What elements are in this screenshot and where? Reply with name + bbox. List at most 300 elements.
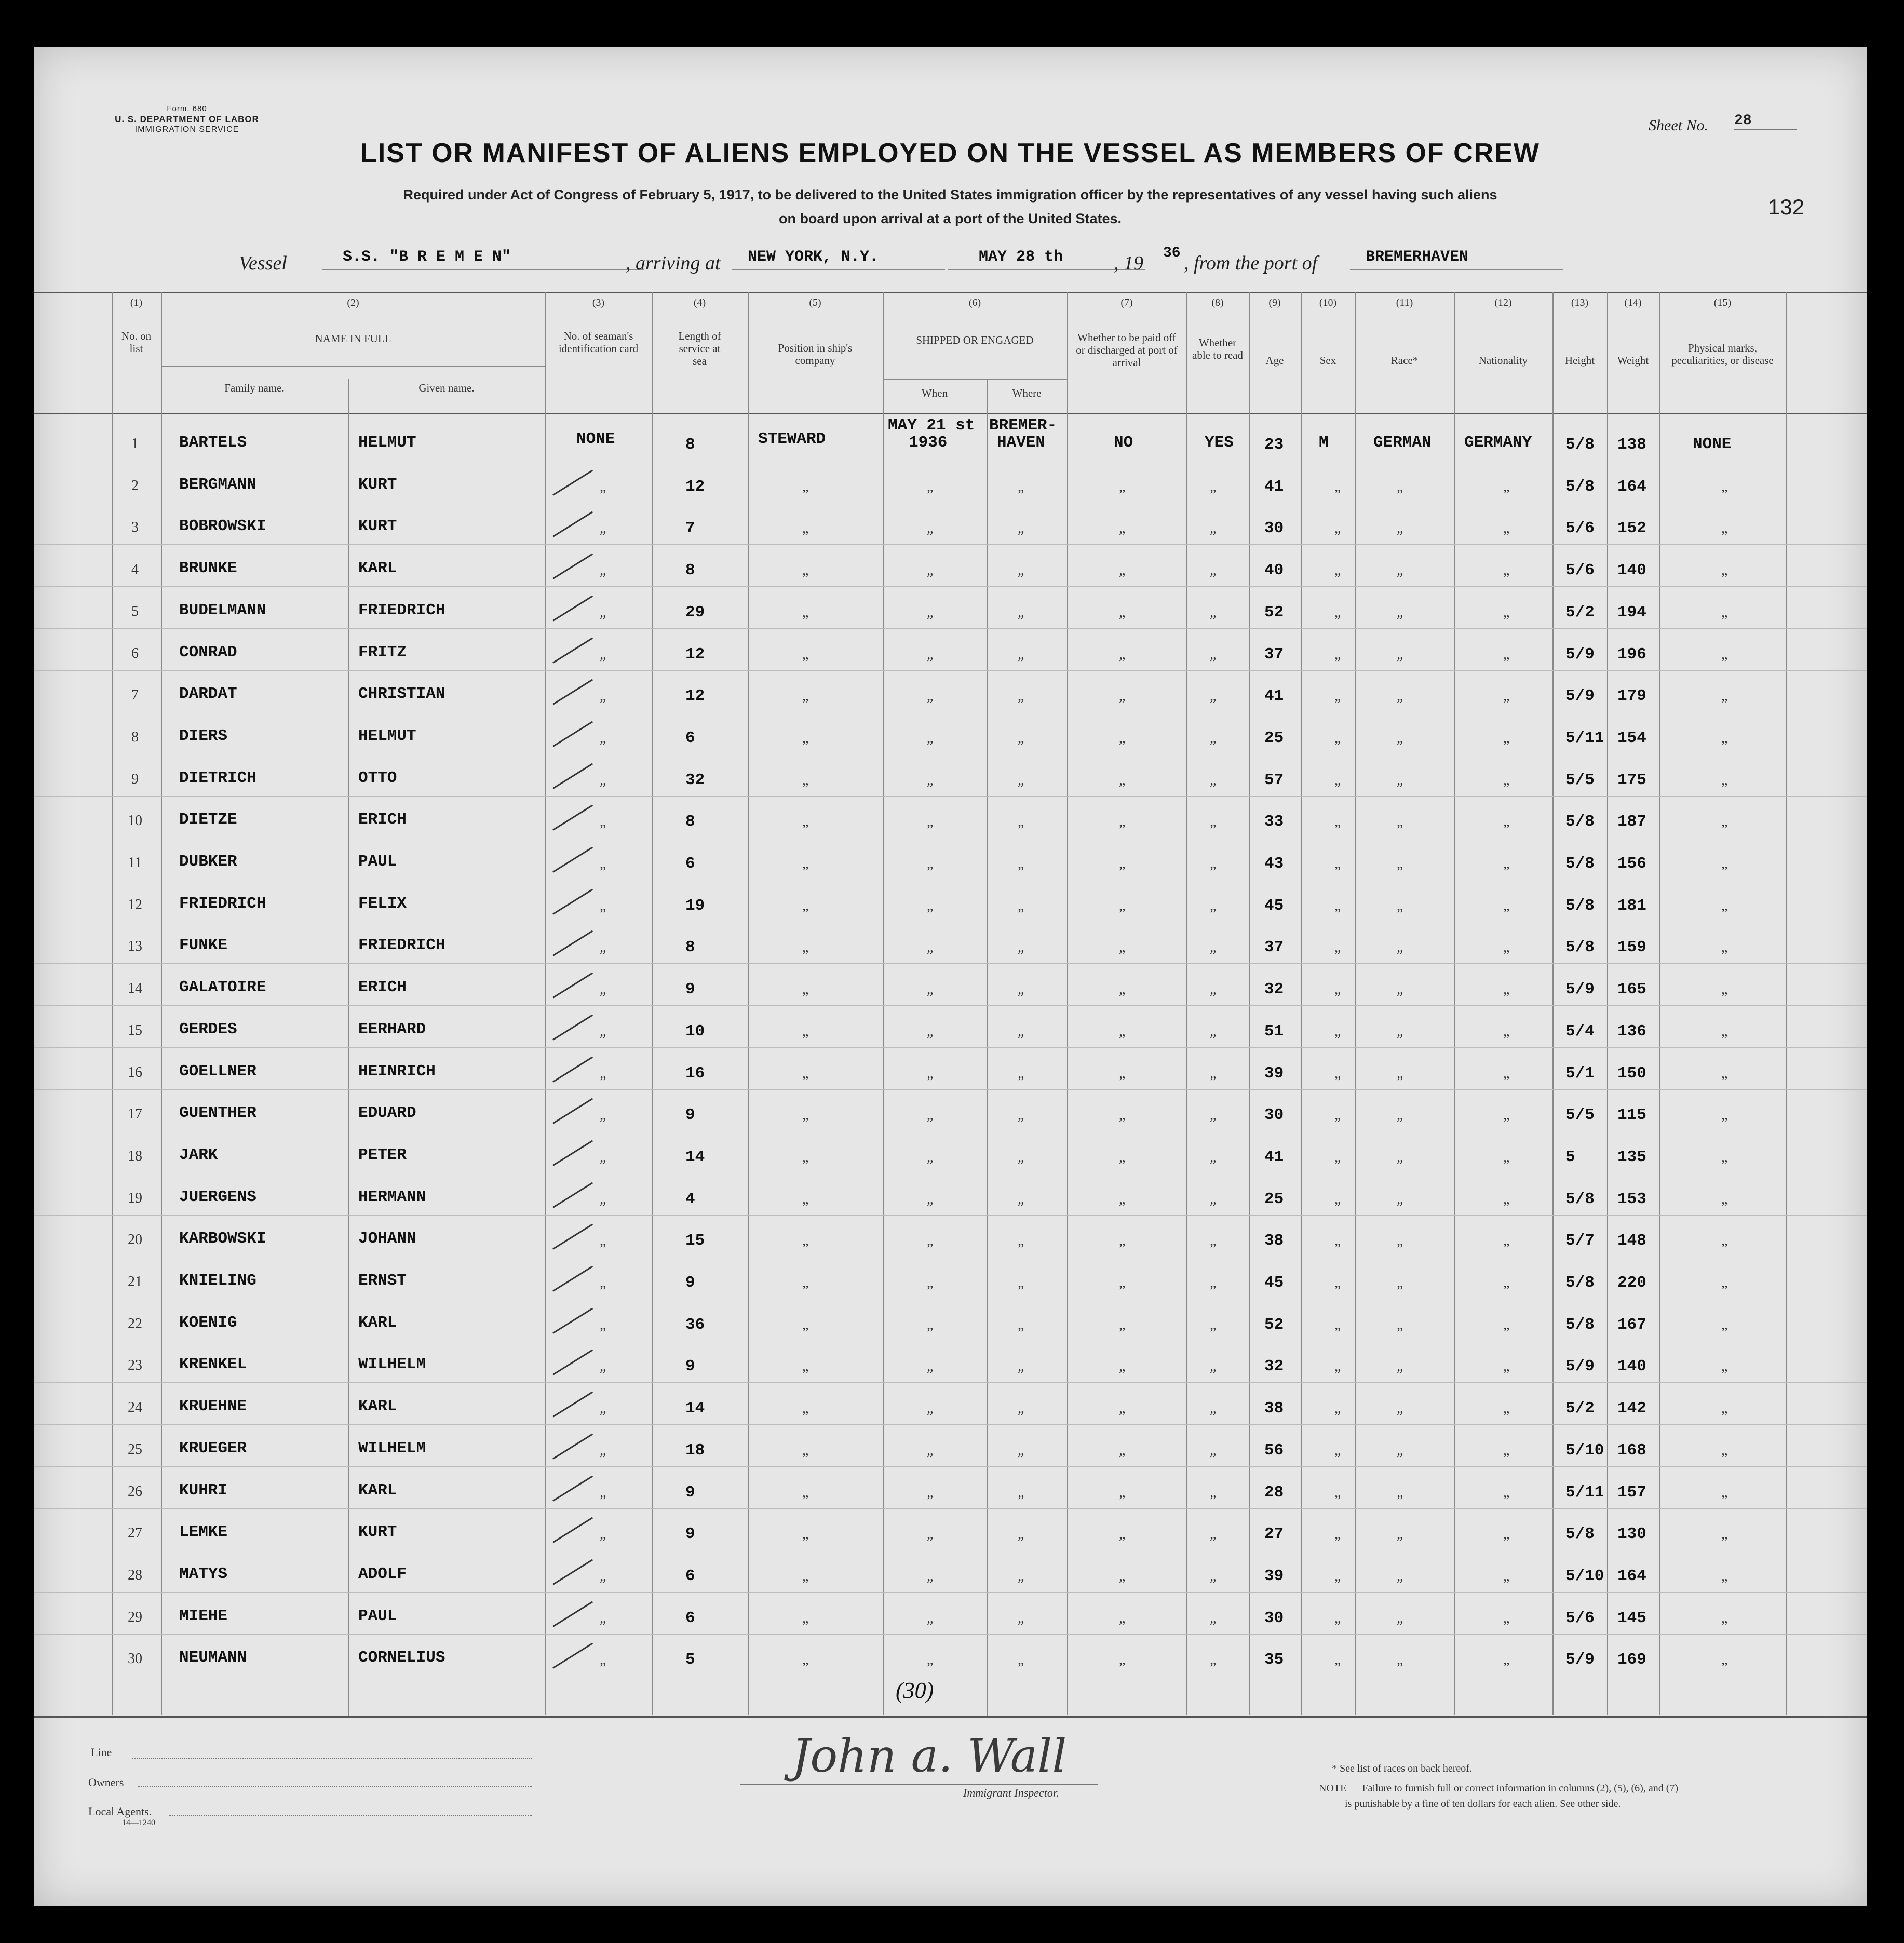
- ditto-mark: „: [1721, 1568, 1728, 1584]
- subtitle-line-1: Required under Act of Congress of February 5, 1917, to be delivered to the United States immigration officer by the representatives of any vessel having such aliens: [403, 187, 1497, 203]
- weight: 175: [1617, 771, 1646, 789]
- ditto-mark: „: [1119, 646, 1126, 663]
- ditto-mark: „: [1397, 856, 1403, 872]
- weight: 164: [1617, 478, 1646, 496]
- ditto-mark: „: [1210, 1107, 1217, 1123]
- ditto-mark: „: [1397, 1065, 1403, 1082]
- card-slash-mark: [552, 1643, 593, 1669]
- ditto-mark: „: [1210, 898, 1217, 914]
- card-slash-mark: [552, 805, 593, 831]
- ditto-mark: „: [1018, 1485, 1024, 1501]
- weight: 115: [1617, 1106, 1646, 1124]
- ditto-mark: „: [1503, 1400, 1510, 1416]
- family-name: DARDAT: [179, 685, 237, 703]
- ditto-mark: „: [802, 1358, 809, 1374]
- ditto-mark: „: [1721, 562, 1728, 578]
- height: 5/5: [1565, 771, 1595, 789]
- ditto-mark: „: [927, 520, 934, 536]
- height: 5/8: [1565, 478, 1595, 496]
- ditto-mark: „: [1721, 1317, 1728, 1333]
- service-years: 6: [685, 1567, 695, 1585]
- ditto-mark: „: [1503, 1149, 1510, 1165]
- ditto-mark: „: [600, 1400, 606, 1416]
- ditto-mark: „: [1334, 1652, 1341, 1668]
- service-years: 29: [685, 603, 705, 622]
- weight: 169: [1617, 1651, 1646, 1669]
- given-name: HELMUT: [358, 434, 416, 452]
- row-number: 5: [131, 603, 139, 619]
- service-years: 10: [685, 1022, 705, 1041]
- family-name: GALATOIRE: [179, 978, 266, 996]
- given-name: KURT: [358, 517, 397, 535]
- weight: 135: [1617, 1148, 1646, 1166]
- ditto-mark: „: [600, 1610, 606, 1626]
- col-5-header: Position in ship's company: [778, 342, 853, 367]
- height: 5/9: [1565, 980, 1595, 999]
- card-slash-mark: [552, 1182, 593, 1208]
- row-number: 26: [128, 1483, 142, 1500]
- ditto-mark: „: [802, 1610, 809, 1626]
- ditto-mark: „: [600, 1023, 606, 1040]
- family-name: DIETZE: [179, 811, 237, 829]
- row-number: 24: [128, 1399, 142, 1415]
- agents-field: [169, 1815, 532, 1816]
- row-number: 15: [128, 1022, 142, 1038]
- col-12-number: (12): [1494, 297, 1512, 308]
- ditto-mark: „: [927, 646, 934, 663]
- line-label: Line: [91, 1746, 112, 1759]
- row-number: 13: [128, 938, 142, 954]
- ditto-mark: „: [802, 1149, 809, 1165]
- family-name: KARBOWSKI: [179, 1230, 266, 1248]
- family-name: KRUEHNE: [179, 1397, 247, 1415]
- row-number: 22: [128, 1316, 142, 1332]
- ditto-mark: „: [1397, 1400, 1403, 1416]
- height: 5/11: [1565, 729, 1604, 747]
- departure-port: BREMERHAVEN: [1350, 248, 1563, 270]
- ditto-mark: „: [1018, 1442, 1024, 1459]
- table-bottom-rule: [34, 1716, 1867, 1718]
- ditto-mark: „: [1334, 1275, 1341, 1291]
- ditto-mark: „: [1503, 1568, 1510, 1584]
- row-rule: [34, 1215, 1867, 1216]
- ditto-mark: „: [1018, 730, 1024, 746]
- ditto-mark: „: [1503, 898, 1510, 914]
- ditto-mark: „: [927, 730, 934, 746]
- given-name: WILHELM: [358, 1439, 426, 1458]
- ditto-mark: „: [1503, 772, 1510, 788]
- ditto-mark: „: [1334, 1317, 1341, 1333]
- ditto-mark: „: [1397, 1610, 1403, 1626]
- ditto-mark: „: [1397, 898, 1403, 914]
- paid-off-value: NO: [1114, 434, 1133, 452]
- service-years: 36: [685, 1316, 705, 1334]
- ditto-mark: „: [1503, 981, 1510, 997]
- ditto-mark: „: [600, 1526, 606, 1542]
- line-field: [132, 1758, 532, 1759]
- given-name: HELMUT: [358, 727, 416, 745]
- ditto-mark: „: [927, 1107, 934, 1123]
- ditto-mark: „: [1018, 1023, 1024, 1040]
- ditto-mark: „: [927, 856, 934, 872]
- table-top-rule: [34, 292, 1867, 293]
- row-number: 16: [128, 1064, 142, 1081]
- col-15-header: Physical marks, peculiarities, or disease: [1671, 342, 1774, 367]
- row-rule: [34, 796, 1867, 797]
- card-slash-mark: [552, 1476, 593, 1502]
- ditto-mark: „: [1397, 1442, 1403, 1459]
- column-divider: [1249, 292, 1250, 1715]
- card-slash-mark: [552, 1517, 593, 1543]
- ditto-mark: „: [1721, 520, 1728, 536]
- ditto-mark: „: [1721, 1023, 1728, 1040]
- races-note: * See list of races on back hereof.: [1332, 1763, 1472, 1774]
- row-number: 19: [128, 1190, 142, 1206]
- ditto-mark: „: [1119, 1485, 1126, 1501]
- weight: 187: [1617, 813, 1646, 831]
- column-divider: [545, 292, 546, 1715]
- ditto-mark: „: [1018, 1191, 1024, 1207]
- ditto-mark: „: [1397, 1023, 1403, 1040]
- nationality-value: GERMANY: [1464, 434, 1532, 452]
- age: 30: [1264, 1609, 1284, 1627]
- ditto-mark: „: [802, 604, 809, 620]
- row-number: 23: [128, 1357, 142, 1373]
- ditto-mark: „: [1334, 1191, 1341, 1207]
- given-name: ADOLF: [358, 1565, 407, 1583]
- ditto-mark: „: [927, 1652, 934, 1668]
- row-rule: [34, 963, 1867, 964]
- ditto-mark: „: [1018, 1610, 1024, 1626]
- ditto-mark: „: [1210, 562, 1217, 578]
- card-slash-mark: [552, 1266, 593, 1292]
- ditto-mark: „: [1503, 520, 1510, 536]
- ditto-mark: „: [1119, 1568, 1126, 1584]
- family-name: DIERS: [179, 727, 228, 745]
- shipped-subheader-rule: [883, 379, 1067, 380]
- ditto-mark: „: [1119, 981, 1126, 997]
- ditto-mark: „: [600, 562, 606, 578]
- given-name: KURT: [358, 476, 397, 494]
- ditto-mark: „: [1721, 730, 1728, 746]
- row-rule: [34, 1466, 1867, 1467]
- family-name: KOENIG: [179, 1314, 237, 1332]
- weight: 194: [1617, 603, 1646, 622]
- ditto-mark: „: [600, 1191, 606, 1207]
- ditto-mark: „: [927, 1149, 934, 1165]
- age: 32: [1264, 980, 1284, 999]
- ditto-mark: „: [1119, 1526, 1126, 1542]
- ditto-mark: „: [802, 1275, 809, 1291]
- age: 38: [1264, 1399, 1284, 1418]
- ditto-mark: „: [927, 562, 934, 578]
- ditto-mark: „: [1397, 772, 1403, 788]
- row-number: 30: [128, 1651, 142, 1667]
- family-name: GERDES: [179, 1020, 237, 1038]
- service-years: 8: [685, 561, 695, 579]
- age: 23: [1264, 436, 1284, 454]
- ditto-mark: „: [1018, 646, 1024, 663]
- ditto-mark: „: [927, 1568, 934, 1584]
- row-rule: [34, 1089, 1867, 1090]
- ditto-mark: „: [1018, 1065, 1024, 1082]
- col-1-number: (1): [130, 297, 143, 308]
- penalty-note-line1: NOTE — Failure to furnish full or correct information in columns (2), (5), (6), and (7): [1319, 1783, 1679, 1794]
- ditto-mark: „: [927, 1191, 934, 1207]
- ditto-mark: „: [1119, 1023, 1126, 1040]
- given-name: ERNST: [358, 1272, 407, 1290]
- ditto-mark: „: [600, 1568, 606, 1584]
- height: 5/8: [1565, 1190, 1595, 1208]
- row-rule: [34, 1005, 1867, 1006]
- given-name: EDUARD: [358, 1104, 416, 1122]
- ditto-mark: „: [1503, 479, 1510, 495]
- given-name: FRIEDRICH: [358, 936, 445, 954]
- ditto-mark: „: [1210, 520, 1217, 536]
- card-slash-mark: [552, 1140, 593, 1166]
- arrival-year: 36: [1163, 245, 1181, 261]
- height: 5: [1565, 1148, 1575, 1166]
- ditto-mark: „: [1503, 1610, 1510, 1626]
- ditto-mark: „: [1503, 562, 1510, 578]
- family-name: BOBROWSKI: [179, 517, 266, 535]
- ditto-mark: „: [927, 814, 934, 830]
- ditto-mark: „: [1018, 562, 1024, 578]
- row-rule: [34, 670, 1867, 671]
- weight: 159: [1617, 938, 1646, 956]
- ditto-mark: „: [1397, 1275, 1403, 1291]
- ditto-mark: „: [1397, 1149, 1403, 1165]
- ditto-mark: „: [1397, 1358, 1403, 1374]
- row-rule: [34, 1424, 1867, 1425]
- ditto-mark: „: [1721, 1400, 1728, 1416]
- weight: 168: [1617, 1441, 1646, 1460]
- given-name: FRIEDRICH: [358, 601, 445, 619]
- col-13-header: Height: [1564, 354, 1595, 367]
- col-6-header: SHIPPED OR ENGAGED: [916, 334, 1034, 346]
- card-slash-mark: [552, 1015, 593, 1041]
- ditto-mark: „: [1334, 688, 1341, 704]
- service-years: 18: [685, 1441, 705, 1460]
- sheet-number-label: Sheet No.: [1649, 117, 1708, 134]
- ditto-mark: „: [600, 1485, 606, 1501]
- ditto-mark: „: [600, 856, 606, 872]
- subtitle-line-2: on board upon arrival at a port of the United States.: [778, 211, 1122, 226]
- given-name: OTTO: [358, 769, 397, 787]
- ditto-mark: „: [802, 1065, 809, 1082]
- sheet-number: [1649, 113, 1752, 134]
- age: 41: [1264, 687, 1284, 705]
- family-name: KNIELING: [179, 1272, 256, 1290]
- arrival-date: MAY 28 th: [948, 248, 1145, 270]
- penalty-note-line2: is punishable by a fine of ten dollars for each alien. See other side.: [1345, 1798, 1621, 1810]
- ditto-mark: „: [1334, 1400, 1341, 1416]
- ditto-mark: „: [1018, 1149, 1024, 1165]
- family-name: KRENKEL: [179, 1355, 247, 1373]
- given-name: FRITZ: [358, 643, 407, 662]
- arrival-port: NEW YORK, N.Y.: [732, 248, 945, 270]
- ditto-mark: „: [1210, 772, 1217, 788]
- col-2b-header: Given name.: [418, 382, 475, 394]
- column-divider: [748, 292, 749, 1715]
- card-slash-mark: [552, 1601, 593, 1627]
- family-name: BARTELS: [179, 434, 247, 452]
- row-number: 6: [131, 645, 139, 662]
- ditto-mark: „: [1334, 520, 1341, 536]
- ditto-mark: „: [1018, 1358, 1024, 1374]
- row-rule: [34, 1634, 1867, 1635]
- age: 37: [1264, 645, 1284, 664]
- ditto-mark: „: [600, 646, 606, 663]
- ditto-mark: „: [600, 1275, 606, 1291]
- age: 39: [1264, 1567, 1284, 1585]
- shipped-when-line1: MAY 21 st: [888, 416, 975, 435]
- col-14-header: Weight: [1617, 354, 1649, 367]
- weight: 196: [1617, 645, 1646, 664]
- ditto-mark: „: [1210, 1652, 1217, 1668]
- ditto-mark: „: [927, 1610, 934, 1626]
- name-subheader-rule: [161, 366, 545, 367]
- col-11-number: (11): [1396, 297, 1413, 308]
- ditto-mark: „: [1397, 939, 1403, 955]
- ditto-mark: „: [1334, 1442, 1341, 1459]
- family-name: KUHRI: [179, 1481, 228, 1500]
- ditto-mark: „: [1119, 1191, 1126, 1207]
- family-name: BUDELMANN: [179, 601, 266, 619]
- ditto-mark: „: [1018, 856, 1024, 872]
- row-number: 14: [128, 980, 142, 996]
- col-12-header: Nationality: [1478, 354, 1528, 367]
- row-rule: [34, 628, 1867, 629]
- ditto-mark: „: [927, 981, 934, 997]
- family-name: NEUMANN: [179, 1649, 247, 1667]
- card-slash-mark: [552, 596, 593, 622]
- arriving-label: , arriving at: [626, 252, 721, 274]
- ditto-mark: „: [802, 1652, 809, 1668]
- height: 5/10: [1565, 1441, 1604, 1460]
- ditto-mark: „: [1721, 646, 1728, 663]
- age: 51: [1264, 1022, 1284, 1041]
- card-slash-mark: [552, 554, 593, 579]
- family-name: BERGMANN: [179, 476, 256, 494]
- ditto-mark: „: [1018, 479, 1024, 495]
- ditto-mark: „: [1018, 1526, 1024, 1542]
- ditto-mark: „: [1210, 1149, 1217, 1165]
- col-8-number: (8): [1211, 297, 1224, 308]
- card-slash-mark: [552, 763, 593, 789]
- weight: 165: [1617, 980, 1646, 999]
- ditto-mark: „: [1210, 1275, 1217, 1291]
- weight: 140: [1617, 561, 1646, 579]
- age: 52: [1264, 1316, 1284, 1334]
- card-slash-mark: [552, 638, 593, 664]
- weight: 164: [1617, 1567, 1646, 1585]
- col-7-number: (7): [1120, 297, 1133, 308]
- ditto-mark: „: [1503, 1652, 1510, 1668]
- row-number: 21: [128, 1274, 142, 1290]
- ditto-mark: „: [1721, 1065, 1728, 1082]
- ditto-mark: „: [1334, 1610, 1341, 1626]
- service-years: 8: [685, 813, 695, 831]
- ditto-mark: „: [600, 1107, 606, 1123]
- age: 45: [1264, 1274, 1284, 1292]
- weight: 150: [1617, 1064, 1646, 1083]
- ditto-mark: „: [1397, 1107, 1403, 1123]
- row-number: 7: [131, 687, 139, 703]
- ditto-mark: „: [1210, 1065, 1217, 1082]
- row-number: 20: [128, 1232, 142, 1248]
- row-number: 1: [131, 436, 139, 452]
- race-value: GERMAN: [1373, 434, 1432, 452]
- ditto-mark: „: [1503, 1065, 1510, 1082]
- ditto-mark: „: [1210, 1191, 1217, 1207]
- family-name: GOELLNER: [179, 1062, 256, 1081]
- ditto-mark: „: [1397, 981, 1403, 997]
- weight: 167: [1617, 1316, 1646, 1334]
- ditto-mark: „: [1210, 981, 1217, 997]
- ditto-mark: „: [1721, 772, 1728, 788]
- ditto-mark: „: [1210, 688, 1217, 704]
- ditto-mark: „: [1210, 1233, 1217, 1249]
- col-6-number: (6): [968, 297, 981, 308]
- card-slash-mark: [552, 1434, 593, 1460]
- ditto-mark: „: [1334, 1023, 1341, 1040]
- ditto-mark: „: [927, 1023, 934, 1040]
- ditto-mark: „: [802, 939, 809, 955]
- ditto-mark: „: [927, 939, 934, 955]
- height: 5/9: [1565, 687, 1595, 705]
- age: 30: [1264, 519, 1284, 537]
- ditto-mark: „: [1334, 730, 1341, 746]
- ditto-mark: „: [1119, 604, 1126, 620]
- card-slash-mark: [552, 930, 593, 956]
- ditto-mark: „: [1334, 814, 1341, 830]
- ditto-mark: „: [927, 898, 934, 914]
- ditto-mark: „: [600, 814, 606, 830]
- ditto-mark: „: [1119, 479, 1126, 495]
- weight: 148: [1617, 1232, 1646, 1250]
- ditto-mark: „: [1397, 1652, 1403, 1668]
- given-name: PETER: [358, 1146, 407, 1164]
- height: 5/6: [1565, 519, 1595, 537]
- col-10-header: Sex: [1319, 354, 1336, 367]
- ditto-mark: „: [1018, 1233, 1024, 1249]
- ditto-mark: „: [600, 688, 606, 704]
- family-name: MIEHE: [179, 1607, 228, 1625]
- weight: 145: [1617, 1609, 1646, 1627]
- ditto-mark: „: [1721, 1610, 1728, 1626]
- ditto-mark: „: [802, 646, 809, 663]
- shipped-when-line2: 1936: [909, 434, 948, 452]
- given-name: EERHARD: [358, 1020, 426, 1038]
- ditto-mark: „: [1018, 1275, 1024, 1291]
- weight: 154: [1617, 729, 1646, 747]
- weight: 142: [1617, 1399, 1646, 1418]
- family-name: LEMKE: [179, 1523, 228, 1541]
- ditto-mark: „: [1334, 1358, 1341, 1374]
- ditto-mark: „: [802, 1568, 809, 1584]
- weight: 130: [1617, 1525, 1646, 1543]
- ditto-mark: „: [1503, 814, 1510, 830]
- ditto-mark: „: [1721, 479, 1728, 495]
- ditto-mark: „: [1119, 1065, 1126, 1082]
- ditto-mark: „: [1397, 1526, 1403, 1542]
- ditto-mark: „: [1210, 1526, 1217, 1542]
- form-number: Form. 680: [167, 104, 207, 113]
- weight: 136: [1617, 1022, 1646, 1041]
- ditto-mark: „: [1503, 856, 1510, 872]
- col-7-header: Whether to be paid off or discharged at port of arrival: [1076, 331, 1178, 369]
